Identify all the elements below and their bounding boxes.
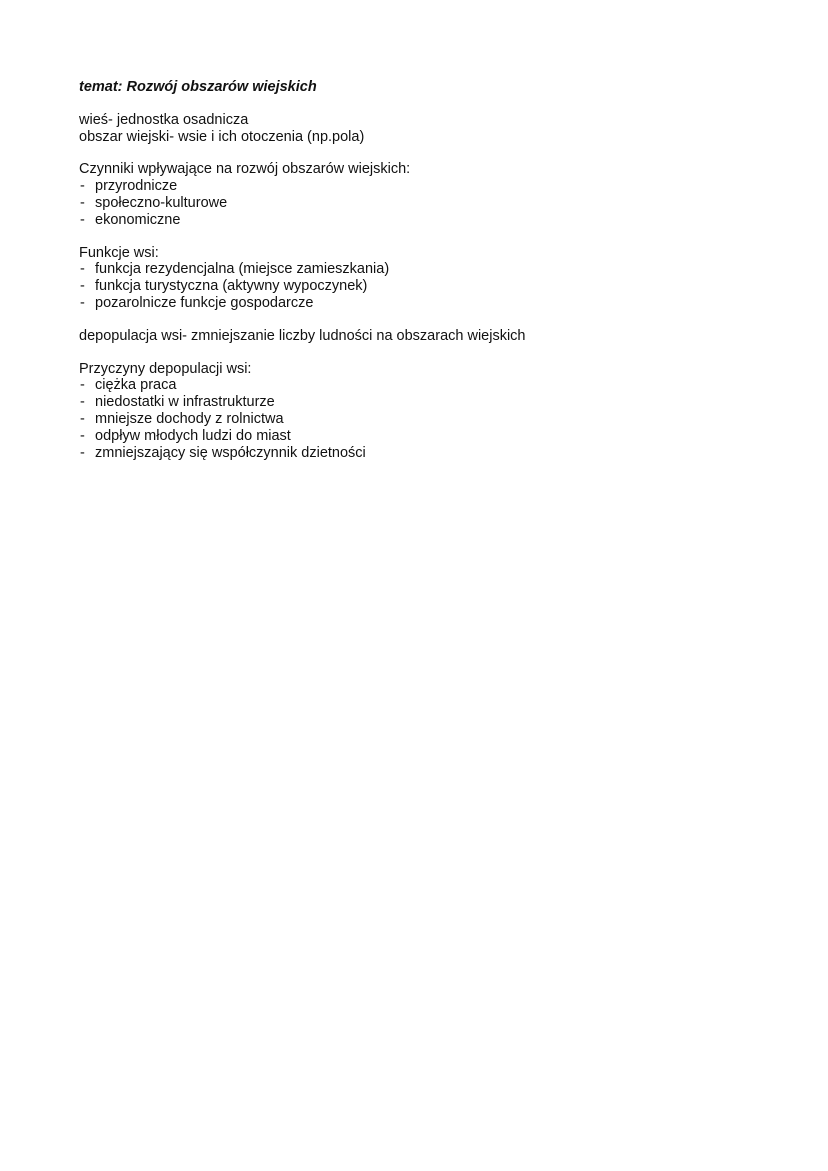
- list-item-text: funkcja turystyczna (aktywny wypoczynek): [95, 278, 368, 295]
- dash-bullet: -: [80, 394, 85, 411]
- causes-block: [79, 361, 779, 462]
- list-item: [79, 261, 779, 278]
- functions-heading: Funkcje wsi:: [79, 244, 159, 261]
- list-item-text: funkcja rezydencjalna (miejsce zamieszkania): [95, 261, 390, 278]
- dash-bullet: -: [80, 178, 85, 195]
- list-item: [79, 428, 779, 445]
- definitions-block: [79, 112, 779, 146]
- dash-bullet: -: [80, 444, 85, 461]
- list-item: [79, 411, 779, 428]
- list-item: [79, 195, 779, 212]
- list-item: [79, 445, 779, 462]
- depopulation-definition: depopulacja wsi- zmniejszanie liczby ludności na obszarach wiejskich: [79, 327, 526, 344]
- list-item: [79, 377, 779, 394]
- dash-bullet: -: [80, 377, 85, 394]
- dash-bullet: -: [80, 211, 85, 228]
- dash-bullet: -: [80, 427, 85, 444]
- depopulation-block: [79, 328, 779, 345]
- list-item: [79, 394, 779, 411]
- list-item: [79, 212, 779, 229]
- list-item-text: ciężka praca: [95, 377, 177, 394]
- list-item-text: pozarolnicze funkcje gospodarcze: [95, 294, 314, 311]
- dash-bullet: -: [80, 278, 85, 295]
- document-title: temat: Rozwój obszarów wiejskich: [79, 79, 317, 95]
- causes-heading: Przyczyny depopulacji wsi:: [79, 360, 252, 377]
- dash-bullet: -: [80, 410, 85, 427]
- list-item-text: zmniejszający się współczynnik dzietności: [95, 444, 366, 461]
- dash-bullet: -: [80, 294, 85, 311]
- list-item-text: odpływ młodych ludzi do miast: [95, 427, 291, 444]
- document-page: [79, 79, 779, 477]
- list-item: [79, 178, 779, 195]
- factors-list: [79, 178, 779, 228]
- dash-bullet: -: [80, 194, 85, 211]
- list-item-text: ekonomiczne: [95, 211, 181, 228]
- list-item-text: społeczno-kulturowe: [95, 194, 228, 211]
- list-item-text: przyrodnicze: [95, 178, 178, 195]
- list-item-text: niedostatki w infrastrukturze: [95, 394, 275, 411]
- functions-list: [79, 261, 779, 311]
- dash-bullet: -: [80, 261, 85, 278]
- causes-list: [79, 377, 779, 461]
- functions-block: [79, 245, 779, 312]
- list-item: [79, 278, 779, 295]
- factors-heading: Czynniki wpływające na rozwój obszarów wiejskich:: [79, 161, 411, 178]
- list-item-text: mniejsze dochody z rolnictwa: [95, 410, 284, 427]
- definition-rural-area: obszar wiejski- wsie i ich otoczenia (np.pola): [79, 128, 365, 145]
- list-item: [79, 295, 779, 312]
- factors-block: [79, 161, 779, 228]
- definition-village: wieś- jednostka osadnicza: [79, 111, 249, 128]
